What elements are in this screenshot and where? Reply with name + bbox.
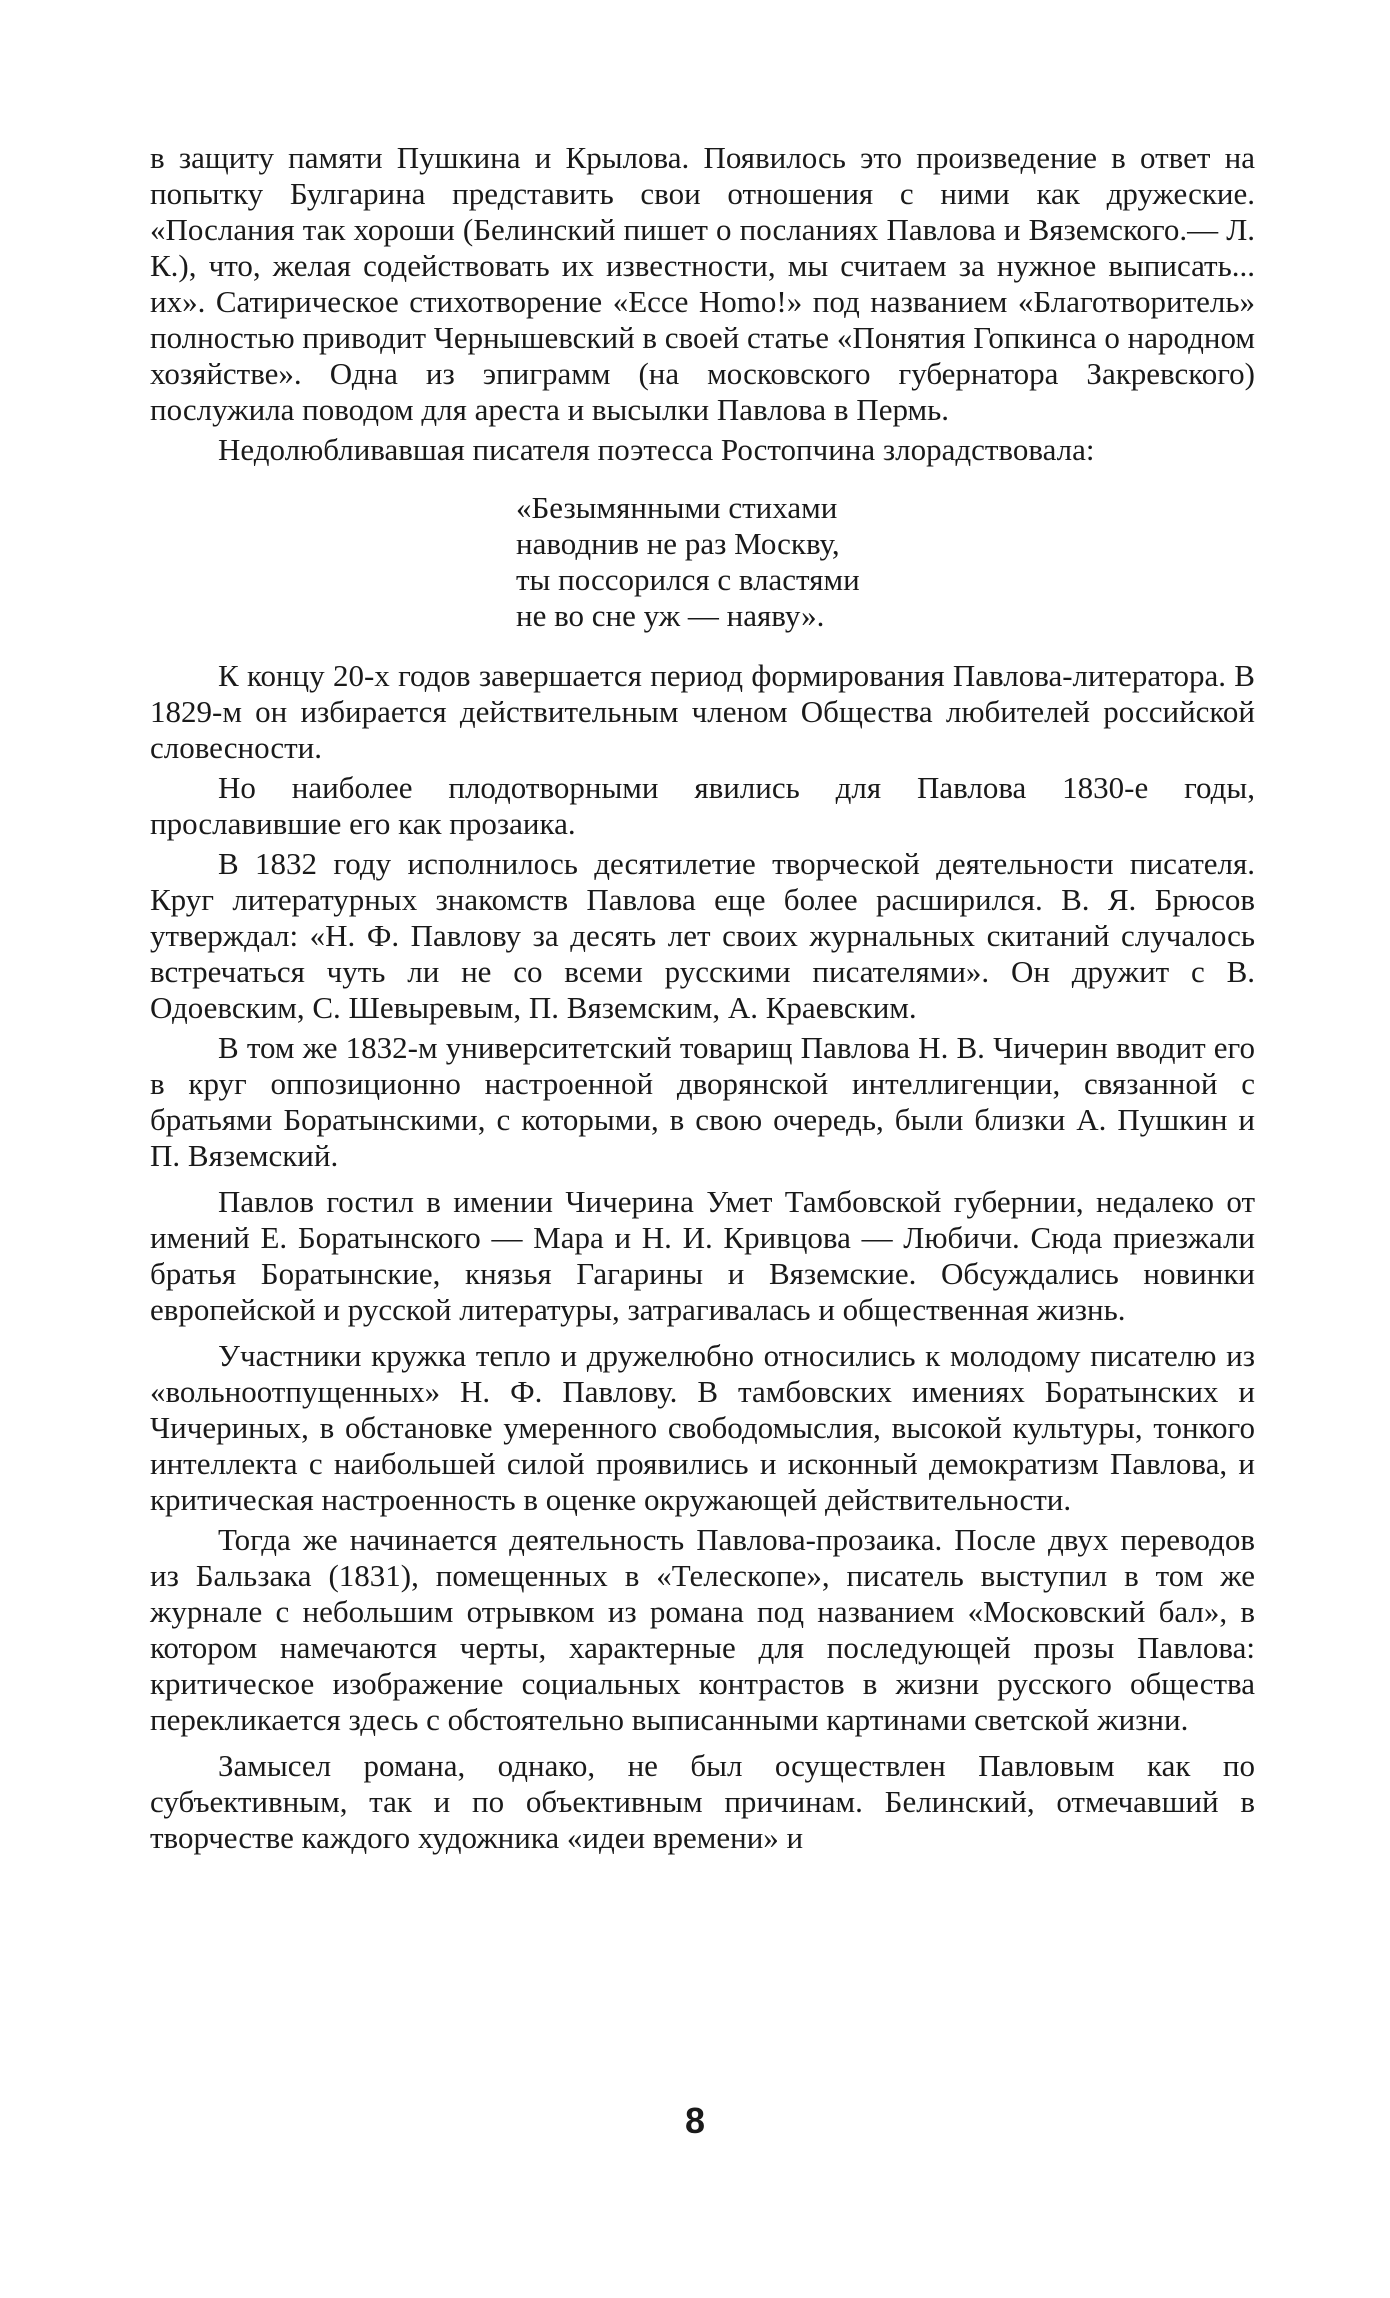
verse-line: ты поссорился с властями <box>516 562 860 597</box>
paragraph-circle: Участники кружка тепло и дружелюбно относились к молодому писателю из «вольноотпущенных» Н. Ф. Павлову. В тамбовских имениях Боратынских и Чичериных, в обстановке умеренного свободомыслия, высокой культуры, тонкого интеллекта с наибольшей силой проявились и исконный демократизм Павлова, и критическая настроенность в оценке окружающей действительности. <box>150 1338 1255 1517</box>
paragraph-prose: Тогда же начинается деятельность Павлова-прозаика. После двух переводов из Бальзака (1831), помещенных в «Телескопе», писатель выступил в том же журнале с небольшим отрывком из романа под названием «Московский бал», в котором намечаются черты, характерные для последующей прозы Павлова: критическое изображение социальных контрастов в жизни русского общества перекликается здесь с обстоятельно выписанными картинами светской жизни. <box>150 1522 1255 1737</box>
paragraph-1830s: Но наиболее плодотворными явились для Павлова 1830-е годы, прославившие его как прозаика. <box>150 770 1255 841</box>
book-page <box>150 140 1255 1860</box>
verse-line: «Безымянными стихами <box>516 490 838 525</box>
paragraph-1829: К концу 20-х годов завершается период формирования Павлова-литератора. В 1829-м он избирается действительным членом Общества любителей российской словесности. <box>150 658 1255 765</box>
epigram-verse <box>516 490 1255 634</box>
paragraph-1832: В 1832 году исполнилось десятилетие творческой деятельности писателя. Круг литературных знакомств Павлова еще более расширился. В. Я. Брюсов утверждал: «Н. Ф. Павлову за десять лет своих журнальных скитаний случалось встречаться чуть ли не со всеми русскими писателями». Он дружит с В. Одоевским, С. Шевыревым, П. Вяземским, А. Краевским. <box>150 846 1255 1025</box>
paragraph-umet: Павлов гостил в имении Чичерина Умет Тамбовской губернии, недалеко от имений Е. Боратынского — Мара и Н. И. Кривцова — Любичи. Сюда приезжали братья Боратынские, князья Гагарины и Вяземские. Обсуждались новинки европейской и русской литературы, затрагивалась и общественная жизнь. <box>150 1184 1255 1327</box>
page-number: 8 <box>684 2100 706 2141</box>
paragraph-chicherin: В том же 1832-м университетский товарищ Павлова Н. В. Чичерин вводит его в круг оппозиционно настроенной дворянской интеллигенции, связанной с братьями Боратынскими, с которыми, в свою очередь, были близки А. Пушкин и П. Вяземский. <box>150 1030 1255 1173</box>
paragraph-novel: Замысел романа, однако, не был осуществлен Павловым как по субъективным, так и по объективным причинам. Белинский, отмечавший в творчестве каждого художника «идеи времени» и <box>150 1748 1255 1855</box>
paragraph-continuation: в защиту памяти Пушкина и Крылова. Появилось это произведение в ответ на попытку Булгарина представить свои отношения с ними как дружеские. «Послания так хороши (Белинский пишет о посланиях Павлова и Вяземского.— Л. К.), что, желая содействовать их известности, мы считаем за нужное выписать... их». Сатирическое стихотворение «Ecce Homo!» под названием «Благотворитель» полностью приводит Чернышевский в своей статье «Понятия Гопкинса о народном хозяйстве». Одна из эпиграмм (на московского губернатора Закревского) послужила поводом для ареста и высылки Павлова в Пермь. <box>150 140 1255 427</box>
verse-line: наводнив не раз Москву, <box>516 526 840 561</box>
verse-line: не во сне уж — наяву». <box>516 598 825 633</box>
paragraph-rostopchina-intro: Недолюбливавшая писателя поэтесса Ростопчина злорадствовала: <box>218 432 1095 467</box>
